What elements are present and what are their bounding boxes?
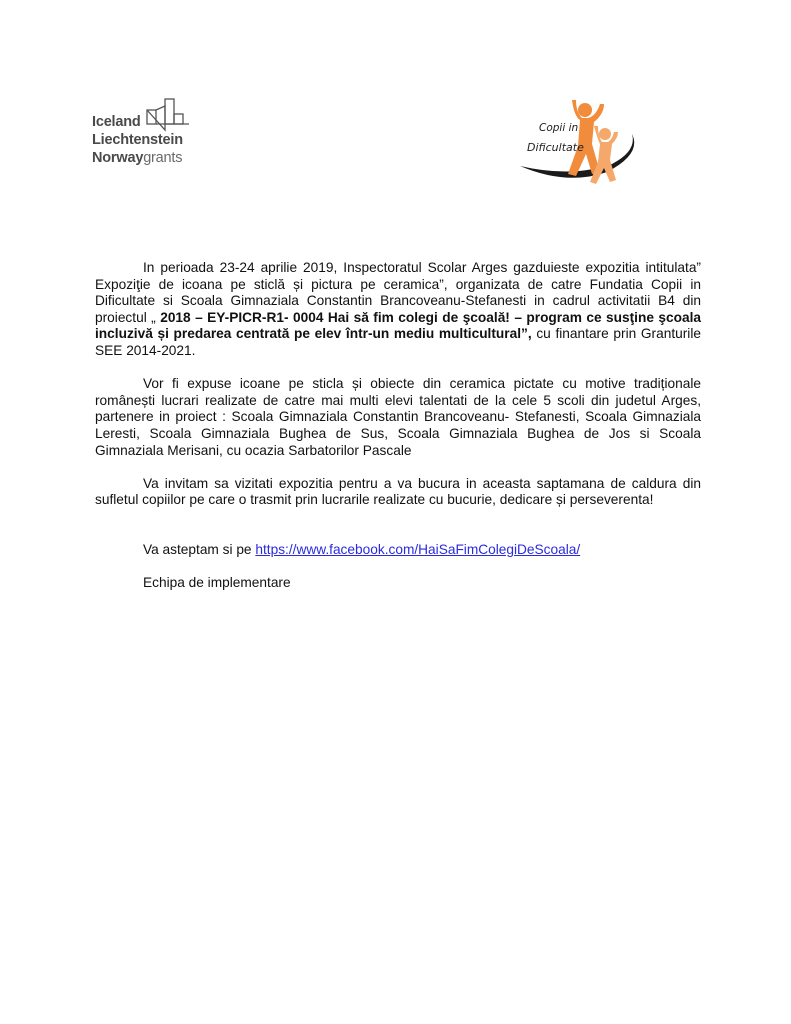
spacer [95, 526, 701, 543]
paragraph-facebook [95, 542, 701, 559]
signature: Echipa de implementare [143, 575, 291, 591]
logo-copii-in: Copii in [539, 122, 579, 134]
logo-iceland: Iceland [92, 114, 141, 130]
paragraph-intro [95, 260, 701, 360]
paragraph-exhibits: Vor fi expuse icoane pe sticla și obiecte din ceramica pictate cu motive tradiționale românești lucrari realizate de catre mai multi elevi talentati de la cele 5 scoli din judetul Arges, partenere in proiect : Scoala Gimnaziala Constantin Brancoveanu- Stefanesti, Scoala Gimnaziala Leresti, Scoala Gimnaziala Bughea de Sus, Scoala Gimnaziala Bughea de Jos si Scoala Gimnaziala Merisani, cu ocazia Sarbatorilor Pascale [95, 376, 701, 458]
eea-norway-grants-logo [92, 96, 212, 176]
intro-funding: cu finantare prin Granturile SEE 2014-2021. [95, 326, 701, 358]
facebook-prefix: Va asteptam si pe [143, 542, 256, 558]
logo-dificultate: Dificultate [527, 141, 584, 154]
logo-liechtenstein: Liechtenstein [92, 132, 183, 148]
document-body [95, 260, 701, 608]
logo-grants: grants [143, 150, 183, 166]
intro-text: In perioada 23-24 aprilie 2019, Inspectoratul Scolar Arges gazduieste expozitia intitulata” Expoziţie de icoana pe sticlă și pictura pe ceramica”, organizata de catre Fundatia Copii in Dificultate si Scoala Gimnaziala Constantin Brancoveanu-Stefanesti in cadrul activitatii B4 din proiectul „ [95, 260, 701, 325]
facebook-link[interactable]: https://www.facebook.com/HaiSaFimColegiDeScoala/ [255, 542, 581, 558]
project-title: 2018 – EY-PICR-R1- 0004 Hai să fim colegi de şcoală! – program ce susţine şcoala incluzivă și predarea centrată pe elev într-un mediu multicultural”, [95, 309, 701, 342]
paragraph-invitation: Va invitam sa vizitati expozitia pentru a va bucura in aceasta saptamana de caldura din sufletul copiilor pe care o trasmit prin lucrarile realizate cu bucurie, dedicare și perseverenta! [95, 475, 701, 508]
logo-norway-grants [92, 150, 182, 167]
eea-grants-building-icon [145, 96, 205, 136]
logo-norway: Norway [92, 150, 144, 166]
copii-in-dificultate-logo [512, 96, 642, 206]
